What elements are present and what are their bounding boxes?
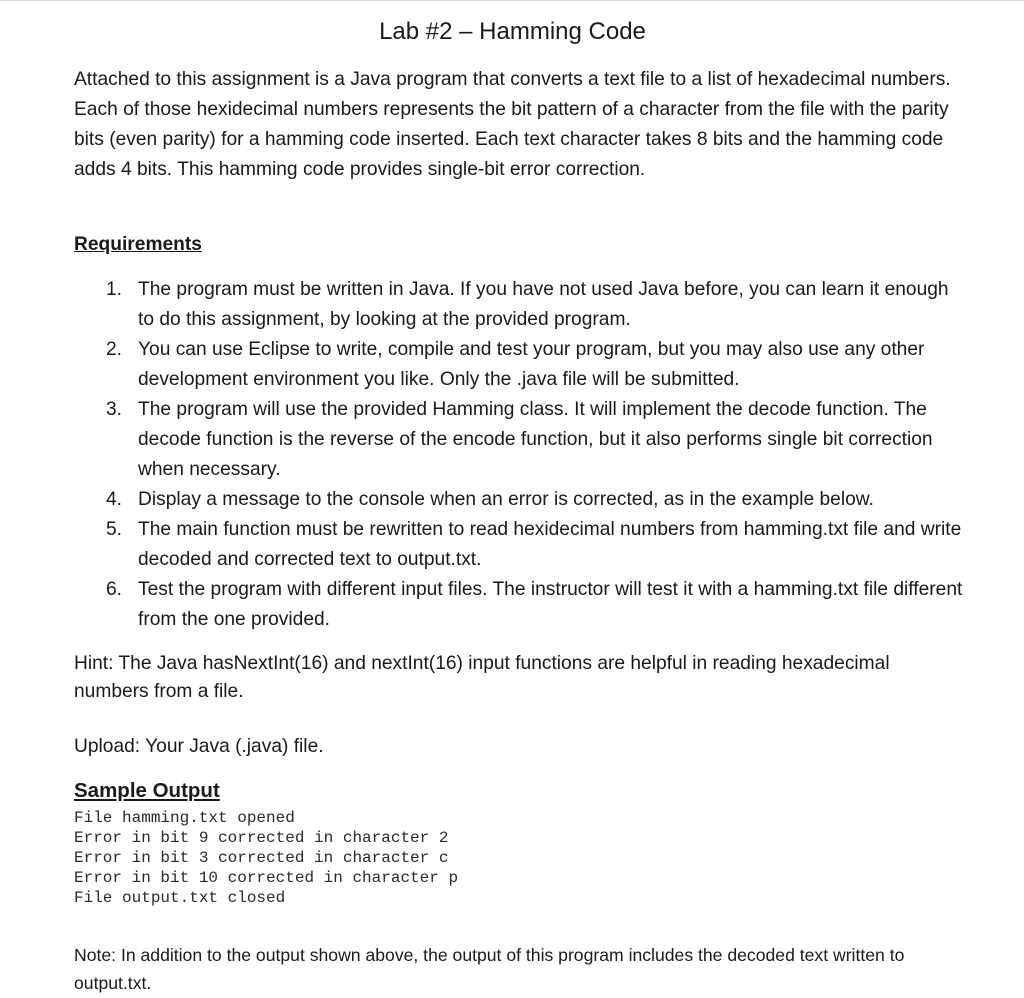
requirement-item — [74, 275, 964, 335]
requirement-item — [74, 515, 964, 575]
requirement-number: 2. — [106, 339, 123, 360]
requirements-list — [74, 275, 964, 635]
requirement-item — [74, 575, 964, 635]
sample-output-heading: Sample Output — [74, 779, 220, 802]
upload-instruction: Upload: Your Java (.java) file. — [74, 736, 324, 757]
requirement-number: 6. — [106, 579, 123, 600]
requirement-number: 1. — [106, 279, 123, 300]
console-line: File output.txt closed — [74, 889, 286, 907]
page-title: Lab #2 – Hamming Code — [379, 18, 646, 45]
requirement-text: Test the program with different input files. The instructor will test it with a hamming.txt file different from the one provided. — [138, 579, 963, 630]
requirement-text: The main function must be rewritten to read hexidecimal numbers from hamming.txt file and write decoded and corrected text to output.txt. — [138, 519, 962, 570]
hint-paragraph: Hint: The Java hasNextInt(16) and nextInt(16) input functions are helpful in reading hexadecimal numbers from a file. — [74, 653, 890, 702]
console-line: Error in bit 10 corrected in character p — [74, 869, 459, 887]
intro-paragraph: Attached to this assignment is a Java program that converts a text file to a list of hexadecimal numbers. Each of those hexidecimal numbers represents the bit pattern of a character from the file with the parity bits (even parity) for a hamming code inserted. Each text character takes 8 bits and the hamming code adds 4 bits. This hamming code provides single-bit error correction. — [74, 69, 951, 180]
requirement-text: You can use Eclipse to write, compile and test your program, but you may also use any other development environment you like. Only the .java file will be submitted. — [138, 339, 925, 390]
requirement-text: The program will use the provided Hamming class. It will implement the decode function. The decode function is the reverse of the encode function, but it also performs single bit correction when necessary. — [138, 399, 933, 480]
requirement-text: Display a message to the console when an error is corrected, as in the example below. — [138, 489, 874, 510]
requirement-number: 3. — [106, 399, 123, 420]
console-line: File hamming.txt opened — [74, 809, 295, 827]
requirement-text: The program must be written in Java. If you have not used Java before, you can learn it enough to do this assignment, by looking at the provided program. — [138, 279, 949, 330]
console-line: Error in bit 9 corrected in character 2 — [74, 829, 449, 847]
requirement-number: 4. — [106, 489, 123, 510]
requirement-item — [74, 395, 964, 485]
requirement-item — [74, 335, 964, 395]
top-divider — [0, 0, 1024, 1]
note-paragraph: Note: In addition to the output shown above, the output of this program includes the decoded text written to output.txt. — [74, 945, 905, 993]
console-line: Error in bit 3 corrected in character c — [74, 849, 449, 867]
sample-output-console — [74, 808, 458, 908]
requirement-number: 5. — [106, 519, 123, 540]
requirements-heading: Requirements — [74, 234, 202, 255]
requirement-item — [74, 485, 964, 515]
